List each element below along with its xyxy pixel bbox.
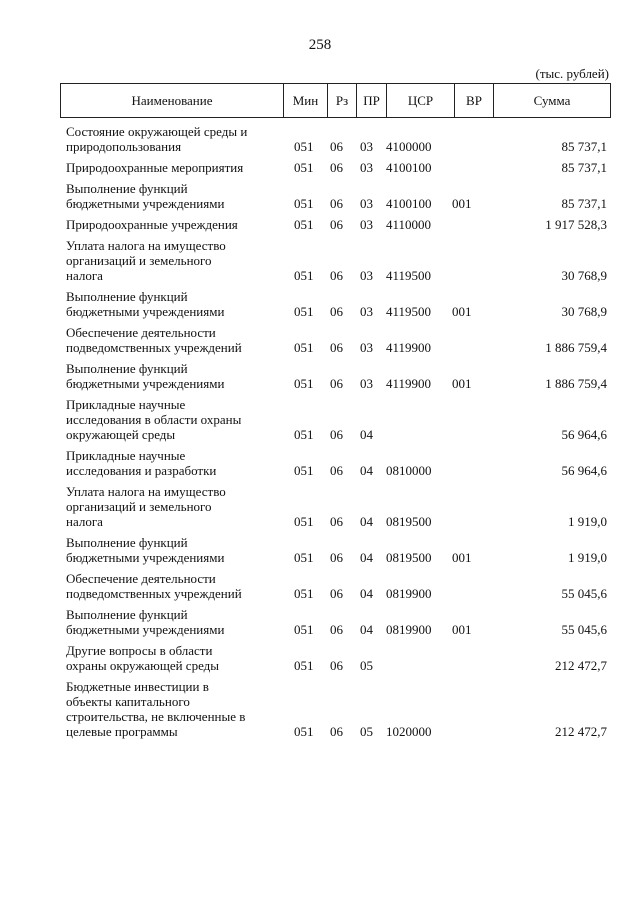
cell-min: 051 <box>294 724 314 739</box>
units-label: (тыс. рублей) <box>535 66 609 81</box>
cell-min: 051 <box>294 217 314 232</box>
cell-pr: 04 <box>360 550 373 565</box>
table-row <box>60 448 611 478</box>
row-name-line: природопользования <box>66 139 182 154</box>
row-cells <box>60 550 611 565</box>
row-cells <box>60 463 611 478</box>
cell-rz: 06 <box>330 427 343 442</box>
header-pr: ПР <box>357 84 387 117</box>
cell-pr: 03 <box>360 139 373 154</box>
row-cells <box>60 304 611 319</box>
cell-rz: 06 <box>330 217 343 232</box>
table-row <box>60 643 611 673</box>
header-min: Мин <box>284 84 328 117</box>
table-header <box>60 83 611 118</box>
cell-pr: 03 <box>360 376 373 391</box>
table-row <box>60 238 611 283</box>
row-name-line: налога <box>66 514 103 529</box>
row-name-line: Выполнение функций <box>66 361 188 376</box>
cell-min: 051 <box>294 139 314 154</box>
cell-sum: 55 045,6 <box>561 586 607 601</box>
row-name-line: подведомственных учреждений <box>66 340 242 355</box>
cell-rz: 06 <box>330 340 343 355</box>
cell-rz: 06 <box>330 196 343 211</box>
cell-pr: 05 <box>360 724 373 739</box>
row-name-line: Выполнение функций <box>66 181 188 196</box>
row-name-line: бюджетными учреждениями <box>66 304 225 319</box>
cell-min: 051 <box>294 268 314 283</box>
cell-min: 051 <box>294 514 314 529</box>
row-name-line: объекты капитального <box>66 694 190 709</box>
cell-vr: 001 <box>452 304 472 319</box>
row-cells <box>60 724 611 739</box>
cell-csr: 0819500 <box>386 514 432 529</box>
row-cells <box>60 622 611 637</box>
row-name-line: охраны окружающей среды <box>66 658 220 673</box>
cell-rz: 06 <box>330 160 343 175</box>
cell-csr: 4100000 <box>386 139 432 154</box>
cell-min: 051 <box>294 340 314 355</box>
cell-pr: 04 <box>360 463 373 478</box>
cell-csr: 0819900 <box>386 586 432 601</box>
table-body <box>60 124 611 745</box>
row-cells <box>60 268 611 283</box>
cell-min: 051 <box>294 376 314 391</box>
cell-pr: 05 <box>360 658 373 673</box>
cell-pr: 03 <box>360 340 373 355</box>
cell-rz: 06 <box>330 304 343 319</box>
row-name-line: Уплата налога на имущество <box>66 484 226 499</box>
cell-sum: 212 472,7 <box>555 658 607 673</box>
row-cells <box>60 160 611 175</box>
table-row <box>60 397 611 442</box>
row-cells <box>60 376 611 391</box>
cell-min: 051 <box>294 658 314 673</box>
table-row <box>60 181 611 211</box>
cell-pr: 03 <box>360 160 373 175</box>
cell-sum: 85 737,1 <box>561 196 607 211</box>
cell-csr: 0819900 <box>386 622 432 637</box>
cell-sum: 55 045,6 <box>561 622 607 637</box>
cell-sum: 212 472,7 <box>555 724 607 739</box>
table-row <box>60 217 611 232</box>
row-name-line: Уплата налога на имущество <box>66 238 226 253</box>
cell-vr: 001 <box>452 622 472 637</box>
table-row <box>60 571 611 601</box>
cell-sum: 85 737,1 <box>561 160 607 175</box>
row-name-line: Состояние окружающей среды и <box>66 124 248 139</box>
cell-rz: 06 <box>330 724 343 739</box>
row-name-line: организаций и земельного <box>66 499 212 514</box>
cell-rz: 06 <box>330 550 343 565</box>
row-cells <box>60 340 611 355</box>
table-row <box>60 289 611 319</box>
cell-csr: 4100100 <box>386 196 432 211</box>
cell-sum: 1 917 528,3 <box>545 217 607 232</box>
row-name-line: строительства, не включенные в <box>66 709 246 724</box>
row-name-line: исследования в области охраны <box>66 412 242 427</box>
cell-rz: 06 <box>330 514 343 529</box>
cell-pr: 03 <box>360 196 373 211</box>
cell-sum: 30 768,9 <box>561 268 607 283</box>
cell-pr: 03 <box>360 217 373 232</box>
row-cells <box>60 658 611 673</box>
cell-rz: 06 <box>330 622 343 637</box>
header-vr: ВР <box>455 84 494 117</box>
cell-rz: 06 <box>330 586 343 601</box>
cell-min: 051 <box>294 622 314 637</box>
cell-csr: 4110000 <box>386 217 432 232</box>
cell-csr: 4119500 <box>386 268 432 283</box>
cell-min: 051 <box>294 304 314 319</box>
header-sum: Сумма <box>533 92 571 108</box>
cell-rz: 06 <box>330 268 343 283</box>
row-name-line: окружающей среды <box>66 427 176 442</box>
row-name-line: Выполнение функций <box>66 607 188 622</box>
cell-rz: 06 <box>330 658 343 673</box>
row-name-line: Обеспечение деятельности <box>66 325 216 340</box>
row-cells <box>60 196 611 211</box>
table-row <box>60 325 611 355</box>
page-number: 258 <box>308 37 332 53</box>
cell-csr: 4100100 <box>386 160 432 175</box>
cell-vr: 001 <box>452 376 472 391</box>
cell-min: 051 <box>294 160 314 175</box>
header-rz: Рз <box>328 84 357 117</box>
cell-sum: 1 919,0 <box>568 514 607 529</box>
cell-min: 051 <box>294 463 314 478</box>
table-row <box>60 124 611 154</box>
row-name-line: бюджетными учреждениями <box>66 622 225 637</box>
cell-min: 051 <box>294 427 314 442</box>
row-name-line: Природоохранные учреждения <box>66 217 238 232</box>
cell-vr: 001 <box>452 196 472 211</box>
cell-csr: 4119900 <box>386 340 432 355</box>
row-cells <box>60 586 611 601</box>
cell-sum: 56 964,6 <box>561 427 607 442</box>
cell-rz: 06 <box>330 139 343 154</box>
table-row <box>60 607 611 637</box>
cell-csr: 1020000 <box>386 724 432 739</box>
table-row <box>60 484 611 529</box>
table-row <box>60 679 611 739</box>
cell-sum: 30 768,9 <box>561 304 607 319</box>
row-name-line: Выполнение функций <box>66 289 188 304</box>
row-name-line: Природоохранные мероприятия <box>66 160 244 175</box>
cell-pr: 04 <box>360 586 373 601</box>
row-name-line: Прикладные научные <box>66 448 186 463</box>
cell-sum: 1 919,0 <box>568 550 607 565</box>
cell-csr: 0810000 <box>386 463 432 478</box>
cell-pr: 04 <box>360 427 373 442</box>
row-cells <box>60 427 611 442</box>
cell-min: 051 <box>294 586 314 601</box>
cell-csr: 4119900 <box>386 376 432 391</box>
cell-sum: 85 737,1 <box>561 139 607 154</box>
row-name-line: бюджетными учреждениями <box>66 550 225 565</box>
row-cells <box>60 514 611 529</box>
table-row <box>60 160 611 175</box>
cell-pr: 03 <box>360 304 373 319</box>
row-name-line: налога <box>66 268 103 283</box>
row-name-line: Другие вопросы в области <box>66 643 213 658</box>
cell-min: 051 <box>294 550 314 565</box>
row-name-line: целевые программы <box>66 724 178 739</box>
cell-rz: 06 <box>330 463 343 478</box>
cell-pr: 03 <box>360 268 373 283</box>
row-name-line: Обеспечение деятельности <box>66 571 216 586</box>
row-name-line: подведомственных учреждений <box>66 586 242 601</box>
row-name-line: исследования и разработки <box>66 463 217 478</box>
cell-vr: 001 <box>452 550 472 565</box>
row-name-line: Прикладные научные <box>66 397 186 412</box>
table-row <box>60 535 611 565</box>
cell-sum: 56 964,6 <box>561 463 607 478</box>
cell-min: 051 <box>294 196 314 211</box>
row-name-line: бюджетными учреждениями <box>66 196 225 211</box>
row-cells <box>60 217 611 232</box>
row-name-line: Выполнение функций <box>66 535 188 550</box>
header-name: Наименование <box>61 84 284 117</box>
cell-rz: 06 <box>330 376 343 391</box>
row-cells <box>60 139 611 154</box>
cell-sum: 1 886 759,4 <box>545 340 607 355</box>
row-name-line: бюджетными учреждениями <box>66 376 225 391</box>
row-name-line: Бюджетные инвестиции в <box>66 679 209 694</box>
header-csr: ЦСР <box>387 84 455 117</box>
cell-csr: 4119500 <box>386 304 432 319</box>
cell-csr: 0819500 <box>386 550 432 565</box>
cell-pr: 04 <box>360 622 373 637</box>
cell-pr: 04 <box>360 514 373 529</box>
cell-sum: 1 886 759,4 <box>545 376 607 391</box>
row-name-line: организаций и земельного <box>66 253 212 268</box>
table-row <box>60 361 611 391</box>
